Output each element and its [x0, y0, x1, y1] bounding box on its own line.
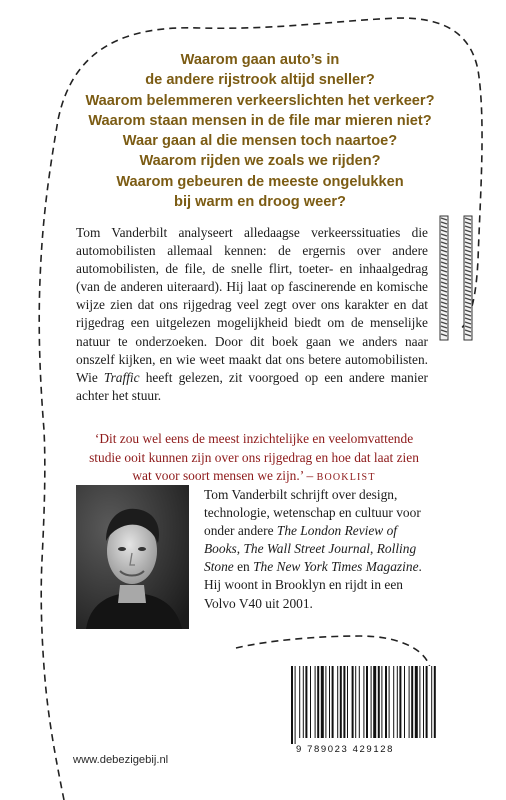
tread-mark — [441, 330, 447, 332]
tread-mark — [441, 238, 447, 240]
tread-mark — [441, 290, 447, 292]
barcode-bar — [343, 666, 345, 738]
tread-mark — [465, 290, 471, 292]
tread-mark — [465, 222, 471, 224]
publication-title: The London Review of Books — [204, 523, 398, 557]
barcode-bar — [359, 666, 360, 738]
barcode-bar — [423, 666, 424, 738]
tread-mark — [465, 234, 471, 236]
barcode-bar — [378, 666, 380, 738]
barcode-bar — [332, 666, 334, 738]
tread-mark — [441, 310, 447, 312]
tread-mark — [441, 282, 447, 284]
tread-mark — [465, 262, 471, 264]
barcode-bars — [287, 666, 444, 746]
tread-mark — [465, 226, 471, 228]
tread-mark — [441, 314, 447, 316]
tread-mark — [465, 218, 471, 220]
tread-mark — [465, 278, 471, 280]
tread-mark — [465, 302, 471, 304]
description-text: Tom Vanderbilt analyseert alledaagse verkeerssituaties die automobilisten allemaal kennen: de ergernis over andere automobilisten, de file, de snelle flirt, toeter- en inhaalgedrag (van de anderen uiteraard). Hij laat op fascinerende en komische wijze zien dat ons rijgedrag veel zegt over ons karakter en dat rijgedrag een uitgelezen mogelijkheid biedt om de menselijke natuur te onderzoeken. Door dit boek gaan we anders naar onszelf kijken, en wie weet maakt dat ons betere automobilisten. Wie — [76, 225, 428, 385]
barcode-bar — [431, 666, 432, 738]
barcode-bar — [397, 666, 398, 738]
barcode-bar — [321, 666, 324, 738]
tread-mark — [465, 270, 471, 272]
tread-mark — [441, 278, 447, 280]
tread-mark — [441, 250, 447, 252]
tread-mark — [465, 306, 471, 308]
question-line: bij warm en droog weer? — [174, 194, 346, 211]
barcode-bar — [404, 666, 405, 738]
tread-mark — [465, 242, 471, 244]
barcode-bar — [305, 666, 307, 738]
review-quote — [78, 430, 430, 488]
tread-mark — [465, 334, 471, 336]
barcode-bar — [291, 666, 293, 744]
publisher-website: www.debezigebij.nl — [73, 754, 169, 766]
quote-text: ‘Dit zou wel eens de meest inzichtelijke en veelomvattende studie ooit kunnen zijn over ons rijgedrag en hoe dat laat zien wat voor soort mensen we zijn.’ – — [89, 431, 419, 483]
tread-mark — [465, 258, 471, 260]
barcode-bar — [295, 666, 296, 744]
barcode-bar — [299, 666, 300, 738]
tread-mark — [441, 294, 447, 296]
tread-mark — [441, 318, 447, 320]
tread-mark — [465, 250, 471, 252]
tread-mark — [441, 270, 447, 272]
barcode-bar — [347, 666, 348, 738]
bio-text: , — [370, 541, 377, 557]
barcode-bar — [393, 666, 394, 738]
tread-mark — [441, 302, 447, 304]
author-bio — [204, 486, 436, 613]
question-line: Waar gaan al die mensen toch naartoe? — [122, 133, 398, 150]
barcode-bar — [411, 666, 413, 738]
tread-mark — [465, 230, 471, 232]
tread-mark — [465, 282, 471, 284]
barcode-bar — [352, 666, 354, 738]
barcode-bar — [317, 666, 319, 738]
author-photo — [76, 485, 189, 629]
tread-mark — [465, 298, 471, 300]
tread-mark — [465, 266, 471, 268]
author-portrait-image — [76, 485, 189, 629]
tread-mark — [441, 274, 447, 276]
description-paragraph — [76, 224, 428, 405]
barcode-bar — [340, 666, 342, 738]
tread-mark — [441, 242, 447, 244]
question-line: Waarom gebeuren de meeste ongelukken — [116, 173, 404, 190]
barcode-bar — [381, 666, 382, 738]
question-line: Waarom staan mensen in de file mar mieren niet? — [88, 112, 432, 129]
tread-mark — [441, 222, 447, 224]
tread-mark — [441, 322, 447, 324]
barcode-bar — [373, 666, 376, 738]
tread-mark — [441, 326, 447, 328]
barcode-bar — [303, 666, 304, 738]
tire-tracks-icon — [440, 216, 472, 340]
tread-mark — [441, 218, 447, 220]
tread-mark — [465, 294, 471, 296]
tread-mark — [465, 314, 471, 316]
tread-mark — [465, 238, 471, 240]
bio-text: en — [233, 559, 254, 575]
tread-mark — [441, 262, 447, 264]
tread-mark — [441, 266, 447, 268]
barcode-bar — [363, 666, 364, 738]
tread-mark — [465, 310, 471, 312]
tread-mark — [465, 330, 471, 332]
tread-mark — [465, 326, 471, 328]
tread-mark — [441, 230, 447, 232]
barcode-bar — [371, 666, 372, 738]
barcode-bar — [366, 666, 368, 738]
barcode-bar — [419, 666, 420, 738]
barcode-bar — [325, 666, 326, 738]
tread-mark — [465, 318, 471, 320]
book-description — [76, 224, 428, 405]
barcode-bar — [415, 666, 418, 738]
publication-title: Rolling Stone — [204, 541, 417, 575]
tread-mark — [441, 306, 447, 308]
isbn-number: 9 789023 429128 — [296, 744, 394, 755]
barcode-bar — [389, 666, 390, 738]
barcode-bar — [426, 666, 428, 738]
barcode-bar — [337, 666, 338, 738]
tread-mark — [441, 246, 447, 248]
barcode-bar — [434, 666, 436, 738]
tread-mark — [465, 286, 471, 288]
dashed-road-line-lower — [236, 636, 430, 668]
barcode-bar — [409, 666, 410, 738]
tread-mark — [465, 274, 471, 276]
book-title: Traffic — [103, 369, 140, 385]
bio-text: Tom Vanderbilt schrijft over design, technologie, wetenschap en cultuur voor onder andere — [204, 487, 421, 539]
tread-mark — [441, 298, 447, 300]
publication-title: The New York Times Magazine — [253, 559, 419, 575]
question-line: de andere rijstrook altijd sneller? — [145, 72, 375, 89]
question-line: Waarom belemmeren verkeerslichten het verkeer? — [85, 92, 435, 109]
tread-mark — [441, 226, 447, 228]
description-text-end: heeft gelezen, zit voorgoed op een andere manier achter het stuur. — [76, 369, 428, 403]
tread-mark — [441, 334, 447, 336]
question-block — [60, 50, 460, 212]
tread-mark — [441, 258, 447, 260]
quote-source: BOOKLIST — [316, 472, 376, 483]
tread-mark — [465, 322, 471, 324]
bio-text: , — [236, 541, 244, 557]
tread-mark — [441, 254, 447, 256]
publication-title: The Wall Street Journal — [243, 541, 371, 557]
barcode-bar — [329, 666, 330, 738]
barcode-bar — [399, 666, 401, 738]
barcode-bar — [355, 666, 356, 738]
tread-mark — [465, 246, 471, 248]
tread-mark — [441, 234, 447, 236]
bio-paragraph — [204, 486, 436, 613]
bio-text: . Hij woont in Brooklyn en rijdt in een Volvo V40 uit 2001. — [204, 559, 422, 611]
barcode-bar — [315, 666, 316, 738]
barcode-bar — [385, 666, 387, 738]
question-line: Waarom rijden we zoals we rijden? — [139, 153, 381, 170]
question-line: Waarom gaan auto’s in — [180, 52, 340, 68]
barcode-bar — [310, 666, 311, 738]
tread-mark — [465, 254, 471, 256]
tread-mark — [441, 286, 447, 288]
